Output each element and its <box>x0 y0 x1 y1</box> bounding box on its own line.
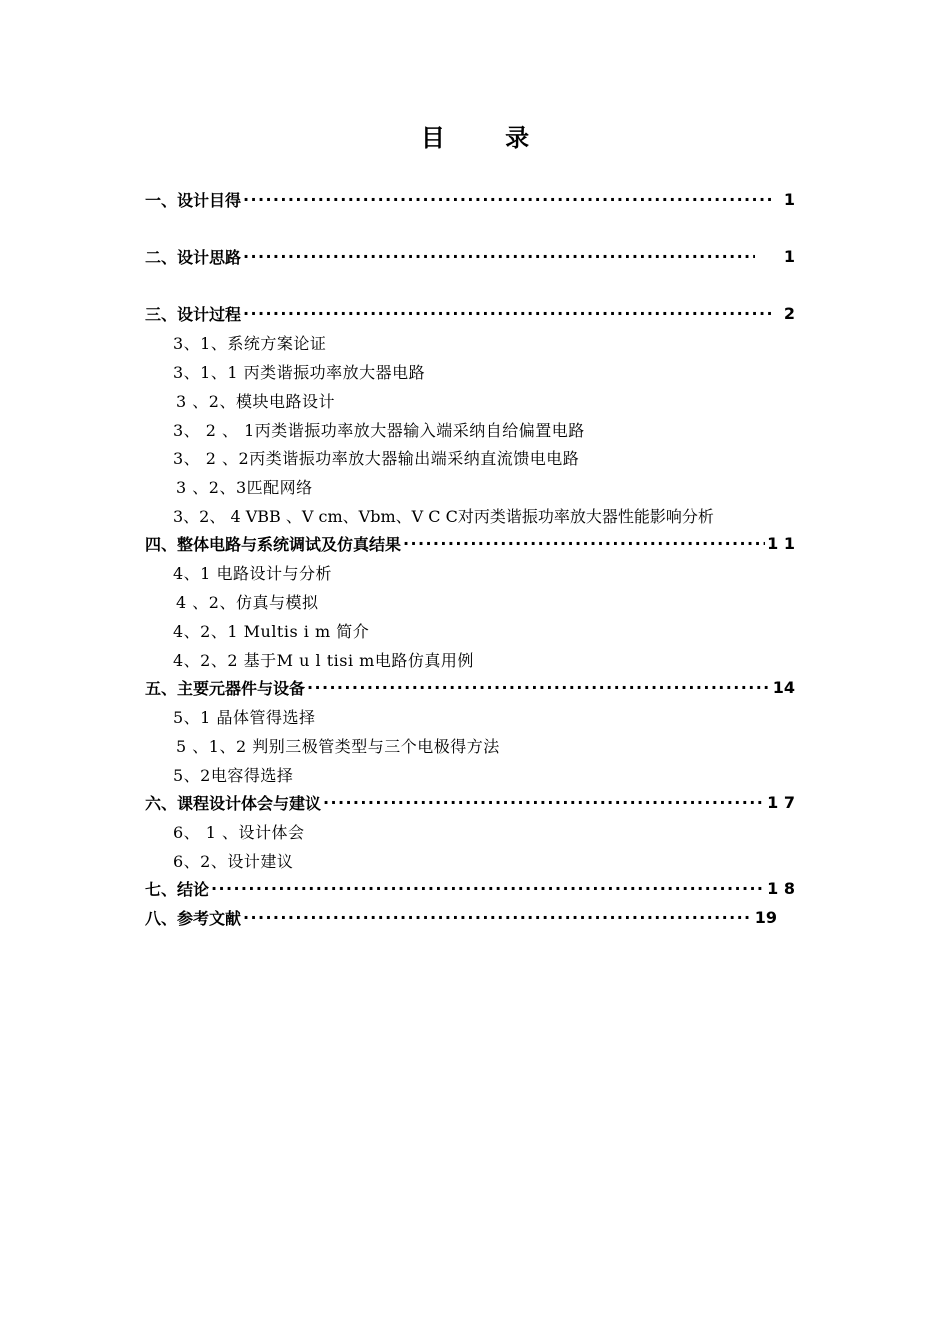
toc-entry[interactable] <box>145 789 795 815</box>
dot-leader <box>211 879 765 898</box>
toc-entry-label: 六、课程设计体会与建议 <box>145 793 322 813</box>
toc-entry-page: 1 <box>783 189 795 209</box>
toc-entry-page: 14 <box>772 677 795 697</box>
toc-entry-label: 4 、2、仿真与模拟 <box>176 592 319 612</box>
toc-entry[interactable] <box>145 904 777 930</box>
toc-entry-page: 19 <box>754 907 777 927</box>
toc-entry[interactable] <box>145 186 795 212</box>
toc-entry[interactable] <box>173 416 793 442</box>
toc-entry-label: 八、参考文献 <box>145 908 242 928</box>
dot-leader <box>307 678 771 697</box>
dot-leader <box>323 793 765 812</box>
toc-entry-label: 七、结论 <box>145 879 210 899</box>
toc-entry[interactable] <box>173 847 793 873</box>
toc-entry-label: 一、设计目得 <box>145 190 242 210</box>
toc-entry[interactable] <box>173 329 793 355</box>
toc-entry[interactable] <box>173 818 793 844</box>
toc-entry[interactable] <box>173 761 793 787</box>
dot-leader <box>403 534 765 553</box>
toc-entry-label: 5 、1、2 判别三极管类型与三个电极得方法 <box>176 736 500 756</box>
toc-entry[interactable] <box>145 243 795 269</box>
toc-entry[interactable] <box>176 732 796 758</box>
toc-entry[interactable] <box>173 444 793 470</box>
toc-entry-label: 3、1、1 丙类谐振功率放大器电路 <box>173 362 426 382</box>
toc-entry[interactable] <box>145 674 795 700</box>
toc-entry-label: 3 、2、模块电路设计 <box>176 391 335 411</box>
toc-entry[interactable] <box>176 473 796 499</box>
toc-entry-page: 1 7 <box>767 792 795 812</box>
toc-entry-label: 五、主要元器件与设备 <box>145 678 306 698</box>
toc-entry-label: 4、2、2 基于M u l tisi m电路仿真用例 <box>173 650 474 670</box>
toc-entry-page: 1 1 <box>767 533 795 553</box>
toc-entry[interactable] <box>173 358 793 384</box>
toc-entry[interactable] <box>176 588 796 614</box>
toc-entry-label: 4、2、1 Multis i m 简介 <box>173 621 370 641</box>
toc-entry[interactable] <box>145 875 795 901</box>
toc-entry-label: 6、2、设计建议 <box>173 851 294 871</box>
toc-entry[interactable] <box>173 703 793 729</box>
dot-leader <box>243 190 771 209</box>
page-title: 目 录 <box>420 124 556 152</box>
toc-entry[interactable] <box>173 646 793 672</box>
toc-entry-label: 3、 2 、2丙类谐振功率放大器输出端采纳直流馈电电路 <box>173 448 580 468</box>
toc-entry-page: 1 8 <box>767 878 795 898</box>
dot-leader <box>243 304 771 323</box>
toc-entry-label: 三、设计过程 <box>145 304 242 324</box>
toc-entry-label: 3、1、系统方案论证 <box>173 333 327 353</box>
toc-entry-label: 四、整体电路与系统调试及仿真结果 <box>145 534 402 554</box>
toc-entry[interactable] <box>145 300 795 326</box>
toc-entry-label: 3 、2、3匹配网络 <box>176 477 313 497</box>
toc-entry-page: 1 <box>783 246 795 266</box>
toc-entry[interactable] <box>173 617 793 643</box>
toc-entry[interactable] <box>145 530 795 556</box>
toc-entry-page: 2 <box>783 303 795 323</box>
toc-entry[interactable] <box>173 559 793 585</box>
toc-entry-label: 3、 2 、 1丙类谐振功率放大器输入端采纳自给偏置电路 <box>173 420 585 440</box>
toc-entry-label: 二、设计思路 <box>145 247 242 267</box>
toc-entry-label: 3、2、 4 VBB 、V cm、Vbm、V C C对丙类谐振功率放大器性能影响分析 <box>173 506 714 526</box>
toc-entry[interactable] <box>173 502 793 528</box>
toc-entry-label: 5、2电容得选择 <box>173 765 294 785</box>
toc-entry-label: 4、1 电路设计与分析 <box>173 563 332 583</box>
toc-entry-label: 6、 1 、设计体会 <box>173 822 305 842</box>
dot-leader <box>243 247 755 266</box>
toc-entry-label: 5、1 晶体管得选择 <box>173 707 316 727</box>
dot-leader <box>243 908 753 927</box>
toc-entry[interactable] <box>176 387 796 413</box>
